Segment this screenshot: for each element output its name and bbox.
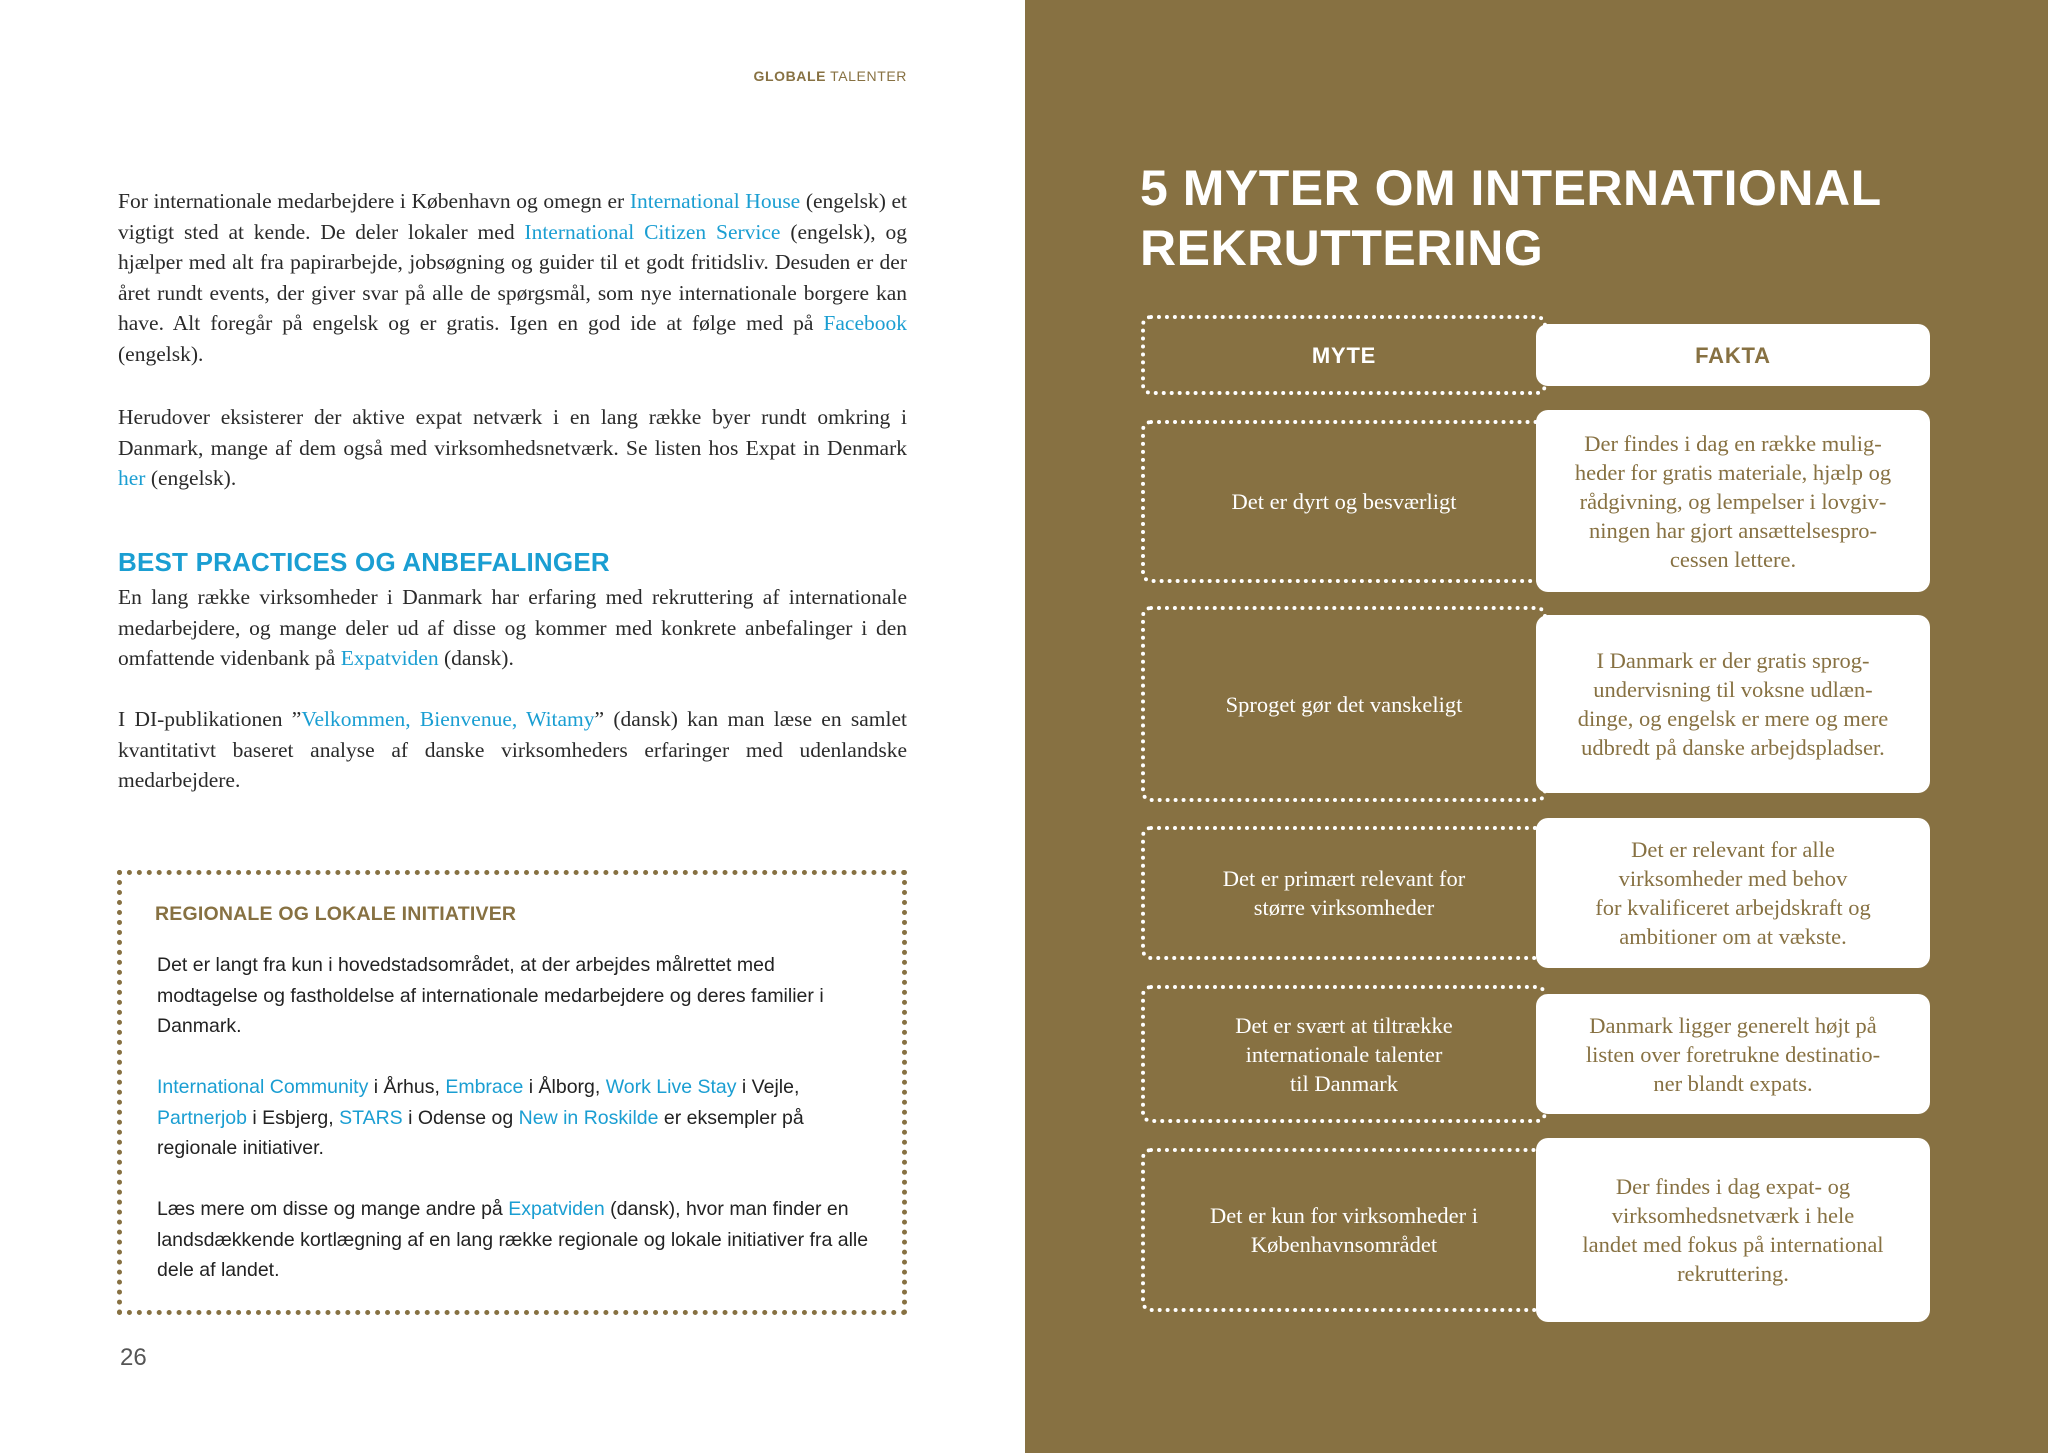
cell-line: Det er primært relevant for	[1222, 866, 1466, 891]
cell-line: heder for gratis materiale, hjælp og	[1574, 459, 1892, 485]
cell-line: listen over foretrukne destinatio-	[1585, 1041, 1881, 1067]
cell-text	[1235, 1011, 1452, 1098]
inline-link[interactable]: International Citizen Service	[524, 219, 781, 244]
text-run: For internationale medarbejdere i København og omegn er	[118, 189, 630, 213]
running-head-bold: GLOBALE	[753, 68, 827, 84]
inline-link[interactable]: Work Live Stay	[605, 1076, 737, 1098]
inline-link[interactable]: International House	[629, 189, 801, 213]
cell-text	[1223, 864, 1465, 922]
cell-line: Sproget gør det vanskeligt	[1225, 691, 1463, 717]
cell-line: internationale talenter	[1245, 1041, 1443, 1067]
text-run: i Odense og	[402, 1106, 519, 1129]
section-heading: BEST PRACTICES OG ANBEFALINGER	[118, 547, 610, 577]
running-head-regular: TALENTER	[830, 68, 907, 84]
myth-cell-2	[1141, 606, 1547, 802]
paragraph-expat-networks	[118, 402, 907, 494]
inline-link[interactable]: New in Roskilde	[518, 1106, 659, 1129]
inline-link[interactable]: STARS	[339, 1106, 403, 1129]
inline-link[interactable]: Partnerjob	[157, 1106, 247, 1129]
myth-cell-4	[1141, 985, 1547, 1123]
inline-link[interactable]: her	[118, 466, 146, 490]
running-head	[700, 68, 907, 84]
cell-line: virksomhedsnetværk i hele	[1611, 1203, 1855, 1228]
fact-cell-2	[1536, 615, 1930, 793]
box-paragraph-examples	[157, 1072, 877, 1164]
cell-line: Der findes i dag expat- og	[1615, 1174, 1851, 1199]
myths-title-line-2: REKRUTTERING	[1140, 220, 1544, 276]
text-run: (engelsk) et vigtigt sted at kende. De deler lokaler med	[118, 189, 907, 244]
cell-line: Det er svært at tiltrække	[1235, 1012, 1453, 1038]
box-heading: REGIONALE OG LOKALE INITIATIVER	[155, 903, 517, 925]
box-paragraph-intro	[157, 950, 877, 1042]
paragraph-di-publication	[118, 704, 907, 796]
cell-line: undervisning til voksne udlæn-	[1593, 677, 1873, 702]
text-run: Det er langt fra kun i hovedstadsområdet, at der arbejdes målrettet med modtagelse og fastholdelse af internationale medarbejdere og deres familier i Danmark.	[157, 954, 824, 1037]
fact-cell-5	[1536, 1138, 1930, 1322]
cell-line: til Danmark	[1289, 1070, 1399, 1096]
cell-line: cessen lettere.	[1669, 546, 1797, 572]
text-run: (dansk), hvor man finder en landsdækkende kortlægning af en lang række regionale og lokale initiativer fra alle dele af landet.	[157, 1198, 869, 1281]
cell-line: Det er relevant for alle	[1631, 837, 1835, 862]
cell-line: ambitioner om at vækste.	[1619, 924, 1847, 949]
box-paragraph-read-more	[157, 1194, 877, 1286]
inline-link[interactable]: Expatviden	[508, 1198, 605, 1220]
cell-line: Det er dyrt og besværligt	[1231, 489, 1457, 514]
text-run: En lang række virksomheder i Danmark har erfaring med rekruttering af internationale medarbejdere, og mange deler ud af disse og kommer med konkrete anbefalinger i den omfattende videnbank på	[118, 585, 907, 670]
text-run: Herudover eksisterer der aktive expat netværk i en lang række byer rundt omkring i Danmark, mange af dem også med virksomhedsnetværk. Se listen hos Expat in Denmark	[118, 405, 907, 460]
cell-line: Københavnsområdet	[1250, 1232, 1438, 1257]
paragraph-best-practices	[118, 582, 907, 674]
cell-line: ningen har gjort ansættelsespro-	[1588, 517, 1878, 543]
paragraph-international-house	[118, 186, 907, 369]
text-run: i Vejle,	[736, 1076, 800, 1098]
myth-cell-3	[1141, 826, 1547, 960]
cell-text	[1578, 646, 1889, 762]
myth-column-header: MYTE	[1141, 315, 1547, 395]
text-run: i Ålborg,	[523, 1076, 606, 1098]
inline-link[interactable]: Expatviden	[340, 646, 439, 670]
text-run: (engelsk).	[118, 341, 204, 366]
cell-line: Danmark ligger generelt højt på	[1589, 1012, 1877, 1038]
cell-text	[1582, 1172, 1883, 1288]
myths-title-line-1: 5 MYTER OM INTERNATIONAL	[1140, 160, 1882, 216]
fact-column-header: FAKTA	[1536, 324, 1930, 386]
cell-line: Det er kun for virksomheder i	[1209, 1203, 1479, 1228]
cell-text	[1226, 690, 1463, 719]
text-run: i Århus,	[368, 1076, 446, 1098]
cell-text	[1595, 835, 1871, 951]
cell-text	[1210, 1201, 1478, 1259]
text-run: (engelsk), og hjælper med alt fra papirarbejde, jobsøgning og guider til et godt fritidsliv. Desuden er der året rundt events, der giver svar på alle de spørgsmål, som nye internationale borgere kan have. Alt foregår på engelsk og er gratis. Igen en god ide at følge med på	[118, 219, 908, 335]
myths-title	[1140, 158, 2000, 278]
cell-line: virksomheder med behov	[1618, 866, 1848, 891]
cell-line: rekruttering.	[1677, 1261, 1789, 1286]
cell-text	[1575, 429, 1891, 574]
cell-line: for kvalificeret arbejdskraft og	[1595, 895, 1871, 920]
cell-line: Der findes i dag en række mulig-	[1584, 430, 1882, 456]
fact-cell-3	[1536, 818, 1930, 968]
text-run: er eksempler på regionale initiativer.	[157, 1106, 804, 1159]
page-number: 26	[120, 1344, 147, 1371]
cell-text	[1586, 1011, 1880, 1098]
inline-link[interactable]: Velkommen, Bienvenue, Witamy	[301, 707, 595, 731]
cell-line: større virksomheder	[1253, 895, 1435, 920]
text-run: (dansk).	[438, 646, 514, 670]
cell-line: udbredt på danske arbejdspladser.	[1581, 735, 1885, 760]
inline-link[interactable]: Facebook	[823, 311, 907, 335]
text-run: (engelsk).	[145, 466, 237, 490]
cell-line: dinge, og engelsk er mere og mere	[1577, 706, 1889, 731]
text-run: i Esbjerg,	[246, 1106, 340, 1129]
fact-cell-1	[1536, 410, 1930, 592]
text-run: Læs mere om disse og mange andre på	[157, 1198, 509, 1220]
fact-cell-4	[1536, 994, 1930, 1114]
text-run: ” (dansk) kan man læse en samlet kvantitativt baseret analyse af danske virksomheders erfaringer med udenlandske medarbejdere.	[118, 707, 907, 792]
myth-cell-5	[1141, 1148, 1547, 1312]
cell-line: rådgivning, og lempelser i lovgiv-	[1579, 488, 1887, 514]
cell-line: ner blandt expats.	[1653, 1070, 1813, 1096]
inline-link[interactable]: Embrace	[445, 1076, 524, 1098]
cell-line: I Danmark er der gratis sprog-	[1596, 648, 1870, 673]
inline-link[interactable]: International Community	[157, 1076, 369, 1098]
cell-text	[1232, 487, 1457, 516]
myth-cell-1	[1141, 420, 1547, 583]
text-run: I DI-publikationen ”	[118, 707, 302, 731]
cell-line: landet med fokus på international	[1582, 1232, 1884, 1257]
